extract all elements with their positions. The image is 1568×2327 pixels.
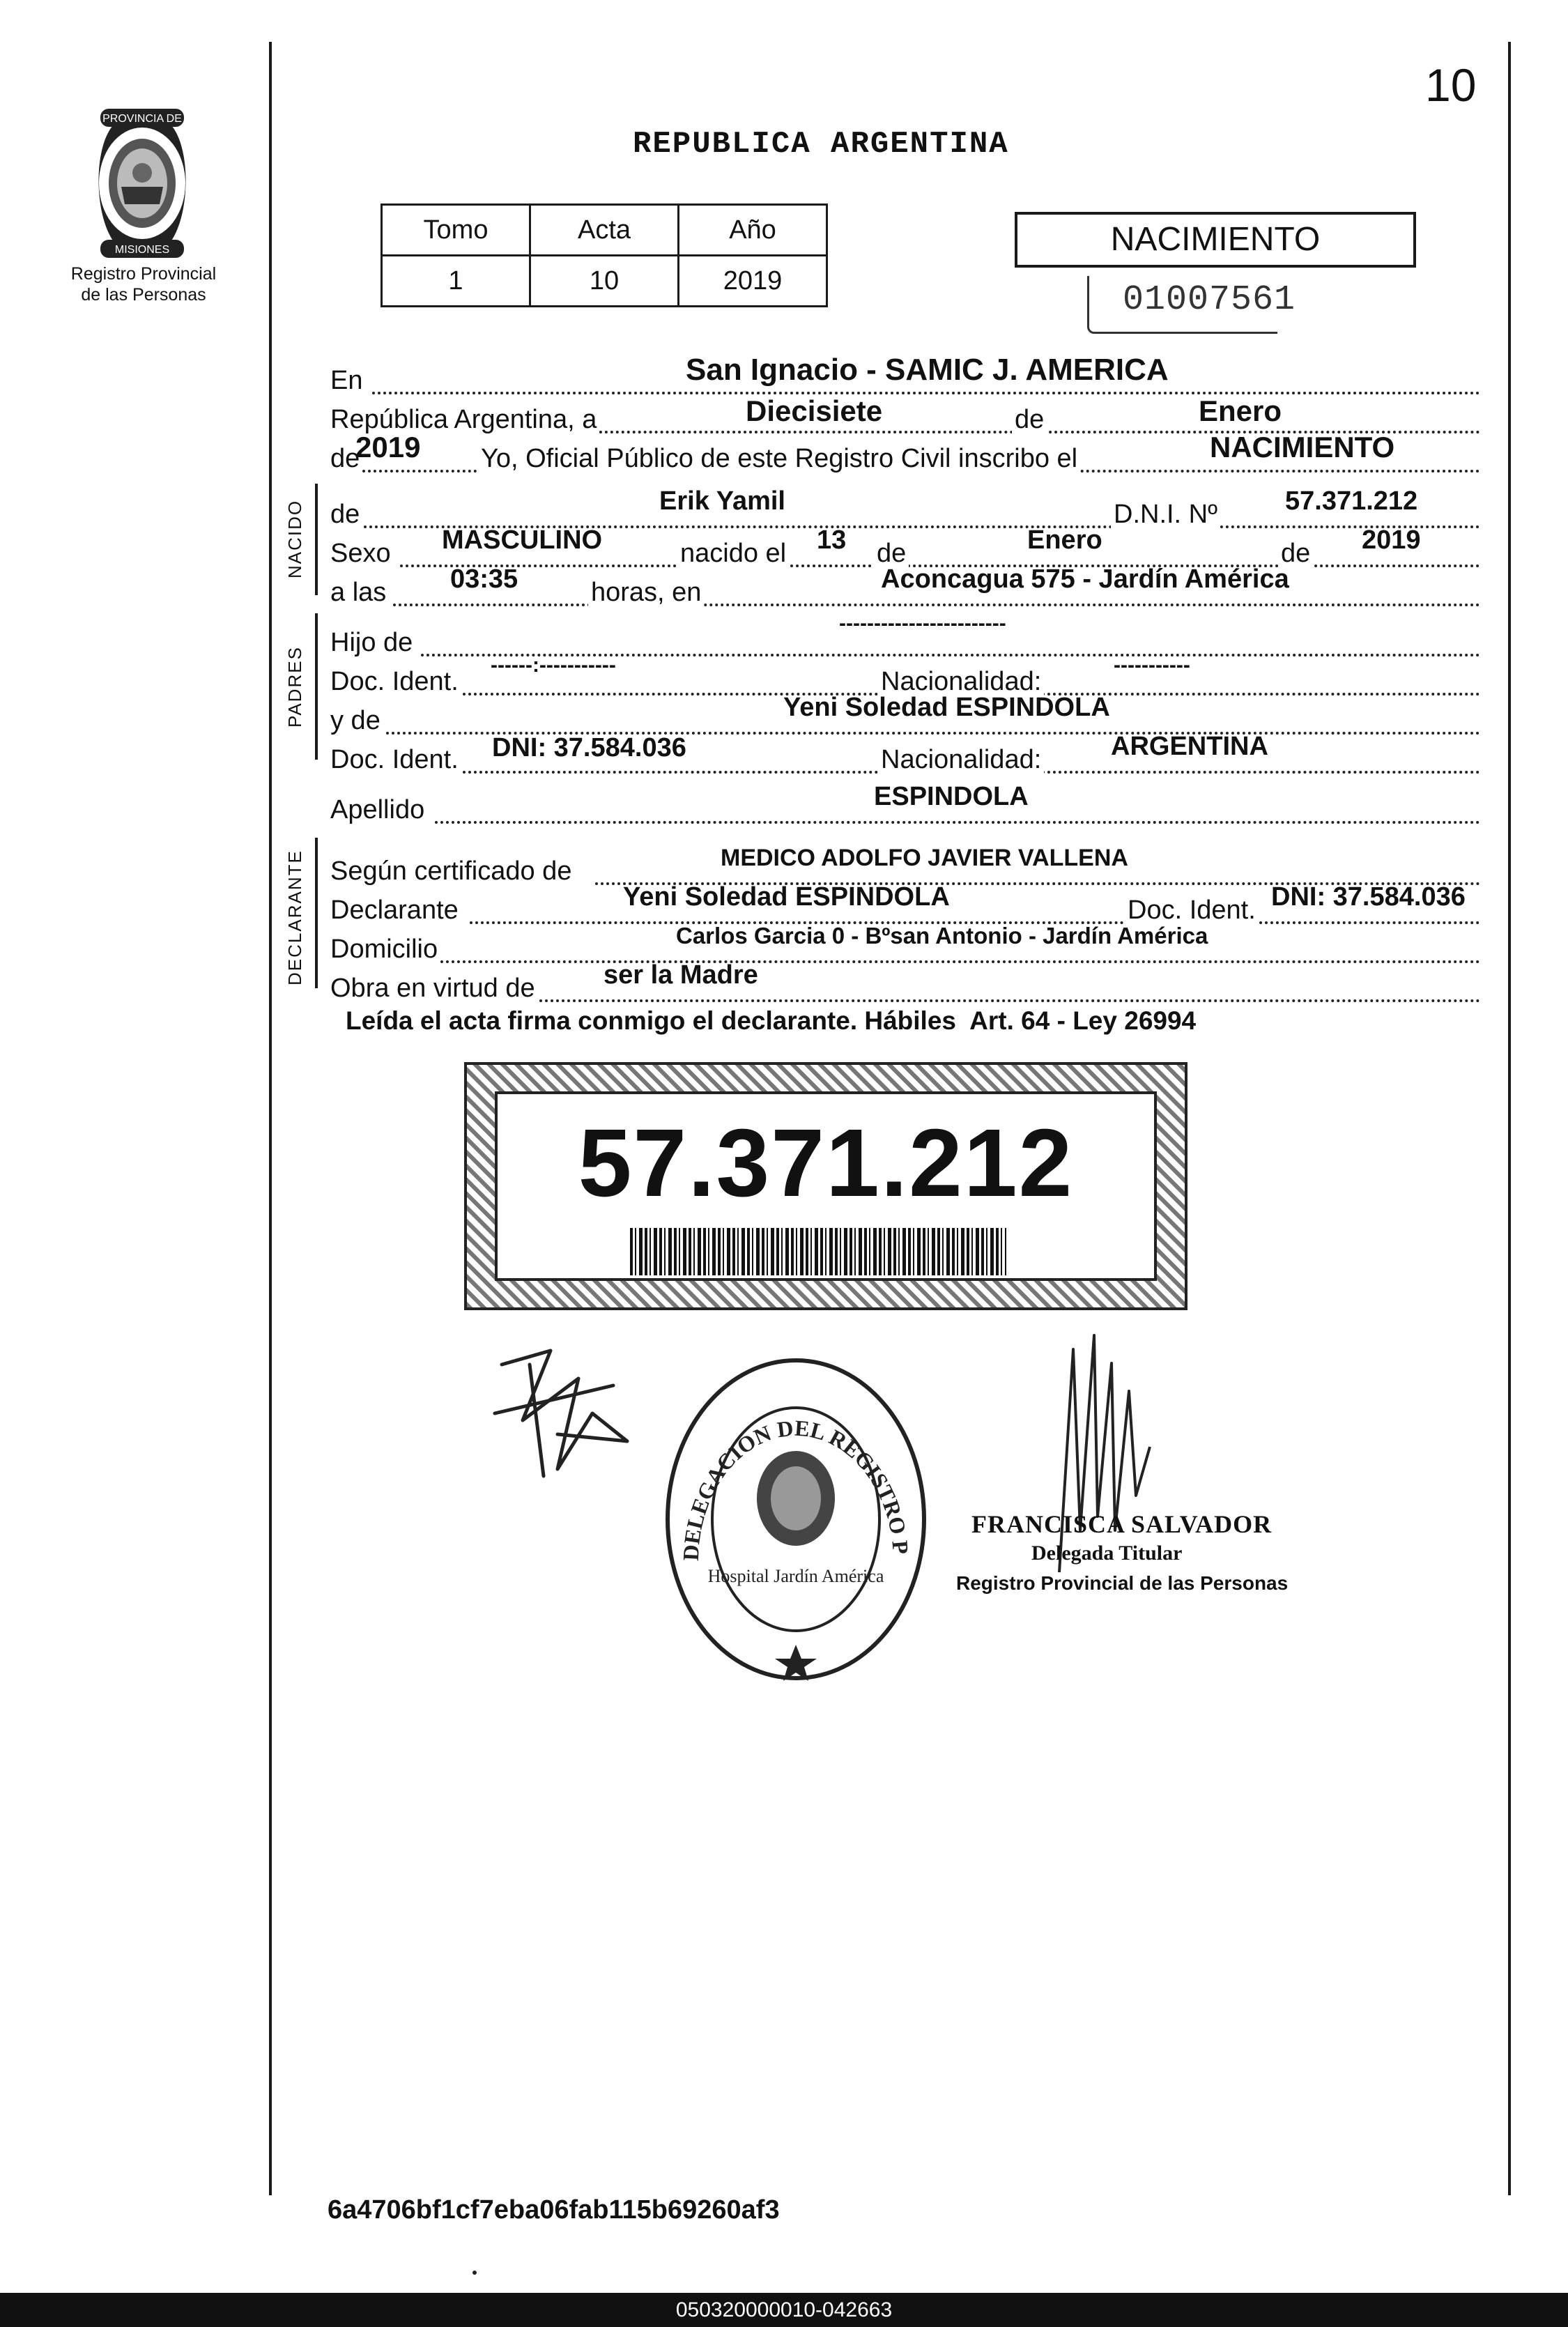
row-hora — [330, 565, 1480, 609]
right-margin-line — [1508, 42, 1511, 2195]
section-bracket-nacido — [315, 484, 318, 595]
footer-code: 050320000010-042663 — [675, 2298, 893, 2321]
acta-table-cell: 10 — [530, 256, 679, 307]
section-bracket-declarante — [315, 838, 318, 988]
place-value: San Ignacio - SAMIC J. AMERICA — [686, 353, 1169, 387]
relation-value: ser la Madre — [604, 960, 758, 990]
serial-stamp — [1087, 276, 1296, 334]
serial-number: 01007561 — [1123, 280, 1296, 320]
birth-day-value: 13 — [817, 525, 847, 555]
country-title: REPUBLICA ARGENTINA — [633, 127, 1009, 162]
child-dni-value: 57.371.212 — [1285, 486, 1418, 516]
row-apellido — [330, 782, 1480, 827]
domicile-value: Carlos Garcia 0 - Bºsan Antonio - Jardín América — [676, 923, 1208, 949]
logo-caption — [53, 263, 234, 305]
official-seal — [656, 1352, 935, 1687]
label-en: En — [330, 366, 365, 396]
section-label-nacido: NACIDO — [284, 499, 305, 578]
acta-table-header: Acta — [530, 205, 679, 256]
declarant-signature — [474, 1337, 641, 1490]
mother-value: Yeni Soledad ESPINDOLA — [783, 693, 1110, 722]
logo-text-top: PROVINCIA DE — [102, 113, 182, 125]
label-domicilio: Domicilio — [330, 935, 440, 965]
row-obra — [330, 960, 1480, 1005]
label-nac2: Nacionalidad: — [878, 745, 1044, 775]
province-logo — [72, 103, 212, 263]
row-yde — [330, 693, 1480, 737]
row-en — [330, 353, 1480, 397]
mother-nationality-value: ARGENTINA — [1111, 732, 1268, 761]
child-name-value: Erik Yamil — [659, 486, 785, 516]
inscribo-text: Yo, Oficial Público de este Registro Civil inscribo el — [478, 444, 1080, 474]
label-obra: Obra en virtud de — [330, 974, 538, 1004]
mother-doc-value: DNI: 37.584.036 — [492, 733, 686, 762]
row-declarante — [330, 882, 1480, 927]
dni-stamp-inner — [495, 1091, 1157, 1281]
label-apellido: Apellido — [330, 795, 427, 825]
seal-ring-text: DELEGACION DEL REGISTRO P — [677, 1415, 914, 1562]
row-doc2 — [330, 732, 1480, 776]
act-type-box — [1015, 212, 1416, 268]
act-type-label: NACIMIENTO — [1110, 221, 1321, 258]
label-nacido-de: de — [330, 500, 362, 530]
label-republica: República Argentina, a — [330, 405, 599, 435]
father-value: ------------------------ — [839, 612, 1006, 635]
label-hijo: Hijo de — [330, 628, 415, 658]
surname-value: ESPINDOLA — [874, 782, 1029, 811]
dni-stamp-number: 57.371.212 — [578, 1109, 1074, 1217]
section-bracket-padres — [315, 613, 318, 760]
birth-year-value: 2019 — [1362, 525, 1421, 555]
logo-caption-line2: de las Personas — [81, 285, 206, 305]
declarant-doc-value: DNI: 37.584.036 — [1271, 882, 1466, 912]
label-nacido-el: nacido el — [677, 539, 789, 569]
father-nationality-value: ----------- — [1114, 654, 1190, 677]
label-alas: a las — [330, 578, 389, 608]
acta-table-cell: 2019 — [679, 256, 827, 307]
row-inscribo — [330, 431, 1480, 475]
logo-caption-line1: Registro Provincial — [70, 264, 217, 284]
label-horas: horas, en — [588, 578, 704, 608]
dotted-line — [435, 821, 1480, 824]
official-title: Delegada Titular — [1031, 1542, 1183, 1565]
row-domicilio — [330, 923, 1480, 966]
sexo-value: MASCULINO — [442, 525, 603, 555]
closing-statement: Leída el acta firma conmigo el declarante. Hábiles Art. 64 - Ley 26994 — [346, 1006, 1197, 1035]
label-de: de — [1012, 405, 1047, 435]
label-sexo: Sexo — [330, 539, 394, 569]
page-number: 10 — [1425, 59, 1477, 111]
section-label-padres: PADRES — [284, 646, 305, 728]
declarant-value: Yeni Soledad ESPINDOLA — [623, 882, 950, 912]
label-declarante: Declarante — [330, 896, 461, 926]
month-value: Enero — [1199, 394, 1282, 427]
barcode — [630, 1228, 1006, 1275]
label-yde: y de — [330, 706, 383, 736]
act-word-value: NACIMIENTO — [1210, 431, 1395, 463]
dni-stamp — [464, 1062, 1187, 1310]
document-hash: 6a4706bf1cf7eba06fab115b69260af3 — [328, 2195, 780, 2225]
birth-time-value: 03:35 — [450, 565, 518, 594]
label-dni: D.N.I. Nº — [1111, 500, 1220, 530]
day-text-value: Diecisiete — [746, 394, 883, 427]
scan-dot — [472, 2271, 477, 2275]
official-name: FRANCISCA SALVADOR — [971, 1510, 1273, 1538]
label-de-4: de — [1278, 539, 1313, 569]
dotted-line — [393, 604, 1480, 606]
seal-inner-text: Hospital Jardín América — [707, 1566, 884, 1586]
label-decl-doc: Doc. Ident. — [1125, 896, 1259, 926]
acta-table-cell: 1 — [382, 256, 530, 307]
section-label-declarante: DECLARANTE — [284, 850, 305, 985]
birth-address-value: Aconcagua 575 - Jardín América — [881, 565, 1289, 594]
certifier-value: MEDICO ADOLFO JAVIER VALLENA — [721, 845, 1128, 871]
label-certificado: Según certificado de — [330, 857, 574, 886]
year-value: 2019 — [355, 431, 421, 463]
dotted-line — [435, 960, 1480, 963]
left-margin-line — [269, 42, 272, 2195]
label-de2: de — [330, 444, 362, 474]
label-doc2: Doc. Ident. — [330, 745, 461, 775]
father-doc-value: ------:----------- — [491, 654, 616, 677]
label-nac1: Nacionalidad: — [878, 667, 1044, 697]
acta-table-header: Año — [679, 205, 827, 256]
dotted-line — [372, 392, 1480, 394]
acta-table — [381, 203, 828, 307]
birth-month-value: Enero — [1027, 525, 1102, 555]
logo-text-bottom: MISIONES — [114, 244, 170, 256]
footer-bar — [0, 2293, 1568, 2327]
dotted-line — [539, 999, 1480, 1002]
acta-table-header: Tomo — [382, 205, 530, 256]
label-doc1: Doc. Ident. — [330, 667, 461, 697]
label-de-3: de — [874, 539, 909, 569]
official-org: Registro Provincial de las Personas — [956, 1572, 1289, 1594]
